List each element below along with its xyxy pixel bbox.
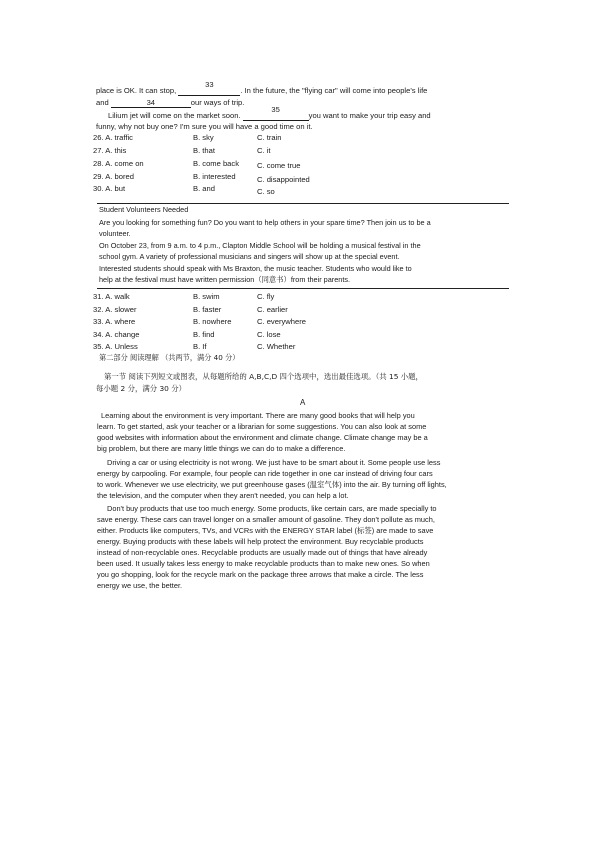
passage-line: big problem, but there are many little things we can do to make a difference. <box>97 444 346 453</box>
option-b[interactable]: B. faster <box>193 305 222 314</box>
option-b[interactable]: B. If <box>193 342 207 351</box>
passage-line: either. Products like computers, TVs, and VCRs with the ENERGY STAR label (标签) are made to save <box>97 526 434 535</box>
passage-line: good websites with information about the environment and climate change. Climate change may be a <box>97 433 428 442</box>
option-b[interactable]: B. sky <box>193 133 214 142</box>
passage-line: learn. To get started, ask your teacher or a librarian for some suggestions. You can also look at some <box>97 422 427 431</box>
cloze-text: you want to make your trip easy and <box>308 111 431 120</box>
option-c[interactable]: C. Whether <box>257 342 296 351</box>
blank-number: 34 <box>146 98 156 107</box>
option-b[interactable]: B. swim <box>193 292 220 301</box>
passage-line: energy by carpooling. For example, four people can ride together in one car instead of driving four cars <box>97 469 433 478</box>
passage-line: the television, and the computer when they aren't needed, you can help a lot. <box>97 491 349 500</box>
passage-line: energy. Buying products with these labels will help protect the environment. Buy recyclable products <box>97 537 424 546</box>
option-a[interactable]: 28. A. come on <box>93 159 144 168</box>
notice-line: volunteer. <box>99 229 131 238</box>
section-heading: 第二部分 阅读理解 （共两节，满分 40 分） <box>99 353 240 362</box>
volunteer-notice <box>97 203 509 289</box>
question-33 <box>93 317 453 328</box>
question-28 <box>93 159 453 170</box>
option-a[interactable]: 29. A. bored <box>93 172 134 181</box>
notice-line: help at the festival must have written permission（同意书）from their parents. <box>99 275 351 284</box>
passage-line: energy we use, the better. <box>97 581 183 590</box>
cloze-line-4: funny, why not buy one? I'm sure you will have a good time on it. <box>96 122 313 131</box>
passage-line: Driving a car or using electricity is not wrong. We just have to be smart about it. Some people use less <box>107 458 441 467</box>
option-a[interactable]: 35. A. Unless <box>93 342 138 351</box>
passage-line: Learning about the environment is very important. There are many good books that will help you <box>101 411 415 420</box>
question-32 <box>93 305 453 316</box>
passage-paragraph-2 <box>97 457 507 501</box>
question-31 <box>93 292 453 303</box>
passage-paragraph-3 <box>97 503 507 591</box>
passage-line: Don't buy products that use too much energy. Some products, like certain cars, are made specially to <box>107 504 437 513</box>
cloze-text: . In the future, the "flying car" will come into people's life <box>240 86 428 95</box>
question-26 <box>93 133 453 144</box>
blank-number: 35 <box>271 105 280 114</box>
option-c[interactable]: C. everywhere <box>257 317 306 326</box>
option-a[interactable]: 30. A. but <box>93 184 126 193</box>
passage-line: instead of non-recyclable ones. Recyclable products are usually made out of things that have already <box>97 548 428 557</box>
passage-line: save energy. These cars can travel longer on a smaller amount of gasoline. They don't pollute as much, <box>97 515 435 524</box>
question-35 <box>93 342 453 353</box>
option-a[interactable]: 27. A. this <box>93 146 127 155</box>
passage-label: A <box>300 398 306 407</box>
option-b[interactable]: B. and <box>193 184 215 193</box>
blank-33 <box>178 80 240 96</box>
cloze-line-2 <box>96 98 244 108</box>
option-b[interactable]: B. nowhere <box>193 317 232 326</box>
option-c[interactable]: C. train <box>257 133 282 142</box>
question-29 <box>93 172 453 183</box>
cloze-text: our ways of trip. <box>190 98 245 107</box>
notice-line: On October 23, from 9 a.m. to 4 p.m., Clapton Middle School will be holding a musical festival in the <box>99 241 421 250</box>
section-instruction: 每小题 2 分，满分 30 分） <box>96 384 187 393</box>
notice-line: Are you looking for something fun? Do you want to help others in your spare time? Then join us to be a <box>99 218 431 227</box>
option-b[interactable]: B. find <box>193 330 215 339</box>
option-a[interactable]: 26. A. traffic <box>93 133 133 142</box>
passage-line: to work. Whenever we use electricity, we put greenhouse gases (温室气体) into the air. By turning off lights, <box>97 480 447 489</box>
option-b[interactable]: B. that <box>193 146 215 155</box>
option-c[interactable]: C. fly <box>257 292 275 301</box>
notice-title: Student Volunteers Needed <box>99 205 189 214</box>
option-c[interactable]: C. so <box>257 187 275 196</box>
cloze-text: and <box>96 98 109 107</box>
cloze-line-1 <box>96 80 428 96</box>
option-b[interactable]: B. interested <box>193 172 236 181</box>
cloze-line-3 <box>108 105 431 121</box>
option-a[interactable]: 31. A. walk <box>93 292 130 301</box>
option-a[interactable]: 34. A. change <box>93 330 140 339</box>
option-a[interactable]: 33. A. where <box>93 317 136 326</box>
cloze-text: Lilium jet will come on the market soon. <box>108 111 241 120</box>
passage-line: been used. It usually takes less energy to make recyclable products than to make new ones. So when <box>97 559 430 568</box>
question-34 <box>93 330 453 341</box>
question-27 <box>93 146 453 157</box>
option-a[interactable]: 32. A. slower <box>93 305 137 314</box>
option-c[interactable]: C. earlier <box>257 305 288 314</box>
option-b[interactable]: B. come back <box>193 159 240 168</box>
option-c[interactable]: C. come true <box>257 161 301 170</box>
passage-line: you go shopping, look for the recycle mark on the package three arrows that make a circle. The less <box>97 570 424 579</box>
blank-35 <box>243 105 309 121</box>
section-instruction: 第一节 阅读下列短文或图表，从每题所给的 A,B,C,D 四个选项中，选出最佳选项。（共 15 小题， <box>104 372 423 381</box>
option-c[interactable]: C. lose <box>257 330 281 339</box>
option-c[interactable]: C. it <box>257 146 271 155</box>
cloze-text: place is OK. It can stop, <box>96 86 177 95</box>
option-c[interactable]: C. disappointed <box>257 175 310 184</box>
blank-34 <box>111 98 191 108</box>
notice-line: Interested students should speak with Ms Braxton, the music teacher. Students who would like to <box>99 264 412 273</box>
blank-number: 33 <box>205 80 214 89</box>
passage-paragraph-1 <box>97 410 507 454</box>
notice-line: school gym. A variety of professional musicians and singers will show up at the special event. <box>99 252 400 261</box>
question-30 <box>93 184 453 195</box>
